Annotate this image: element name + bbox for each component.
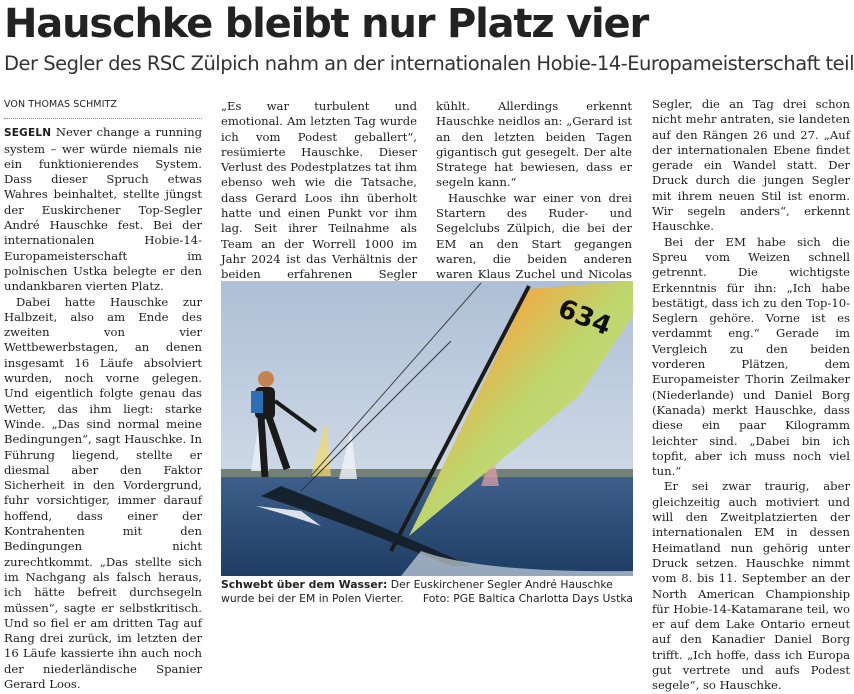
article-column-2 [221,99,417,298]
subheadline: Der Segler des RSC Zülpich nahm an der internationalen Hobie-14-Europameisterschaft teil [4,52,854,75]
headline: Hauschke bleibt nur Platz vier [4,1,648,47]
photo-caption [221,578,633,606]
article-column-1 [4,97,202,692]
paragraph: Er sei zwar traurig, aber gleichzeitig auch motiviert und will den Zweitplatzierten der internationalen EM in dessen Heimatland nun gehörig unter Druck setzen. Hauschke nimmt vom 8. bis 11. September an der North American Championship für Hobie-14-Katamarane teil, wo er auf dem Lake Ontario erneut auf den Kanadier Daniel Borg trifft. „Ich hoffe, dass ich Europa gut vertrete und aufs Podest segele“, so Hauschke. [652,479,850,693]
lead-word: SEGELN [4,127,52,140]
photo-credit: Foto: PGE Baltica Charlotta Days Ustka [422,592,633,605]
article-column-4 [652,97,850,694]
paragraph: Bei der EM habe sich die Spreu vom Weizen schnell getrennt. Die wichtigste Erkenntnis für ihn: „Ich habe bestätigt, dass ich zu den Top-10-Seglern gehöre. Vorne ist es verdammt eng.“ Gerade im Vergleich zu den beiden vorderen Plätzen, dem Europameister Thorin Zeilmaker (Niederlande) und Daniel Borg (Kanada) merkt Hauschke, dass diese ein paar Kilogramm leichter sind. „Dabei bin ich topfit, aber ich muss noch viel tun.“ [652,234,850,479]
sail-number: 634 [553,293,616,342]
paragraph: Dabei hatte Hauschke zur Halbzeit, also am Ende des zweiten von vier Wettbewerbstagen, an denen insgesamt 16 Läufe absolviert wurden, noch vorne gelegen. Und eigentlich folgte genau das Wetter, das ihm liegt: starke Winde. „Das sind normal meine Bedingungen“, sagt Hauschke. In Führung liegend, stellte er diesmal aber den Faktor Sicherheit in den Vordergrund, fuhr vorsichtiger, immer darauf hoffend, dass einer der Kontrahenten mit den Bedingungen nicht zurechtkommt. „Das stellte sich im Nachgang als falsch heraus, ich hätte befreit durchsegeln müssen“, sagte er selbstkritisch. Und so fiel er am dritten Tag auf Rang drei zurück, im letzten der 16 Läufe kassierte ihn auch noch der niederländische Spanier Gerard Loos. [4,294,202,691]
paragraph: kühlt. Allerdings erkennt Hauschke neidlos an: „Gerard ist an den letzten beiden Tagen gigantisch gut gesegelt. Der alte Stratege hat bewiesen, dass er segeln kann.“ [436,99,632,190]
paragraph: Segler, die an Tag drei schon nicht mehr antraten, sie landeten auf den Rängen 26 und 27. „Auf der internationalen Ebene findet gerade ein Wandel statt. Der Druck durch die jungen Segler mit ihrem neuen Stil ist enorm. Wir segeln anders“, erkennt Hauschke. [652,97,850,234]
caption-bold: Schwebt über dem Wasser: [221,578,388,591]
caption-text: Der Euskirchener Segler André Hauschke wurde bei der EM in Polen Vierter. [221,578,613,605]
paragraph: „Es war turbulent und emotional. Am letzten Tag wurde ich vom Podest geballert“, resümierte Hauschke. Dieser Verlust des Podestplatzes tat ihm ebenso weh wie die Tatsache, dass Gerard Loos ihn überholt hatte und einen Punkt vor ihm lag. Seit ihrer Teilnahme als Team an der Worrell 1000 im Jahr 2024 ist das Verhältnis der beiden erfahrenen Segler [221,99,417,282]
sailing-photo [221,281,633,576]
paragraph: Hauschke war einer von drei Startern des Ruder- und Segelclubs Zülpich, die bei der EM an den Start gegangen waren, die beiden anderen waren Klaus Zuchel und Nicolas [436,190,632,282]
paragraph: SEGELN Never change a running system – wer würde niemals nie ein funktionierendes System. Dass dieser Spruch etwas Wahres beinhaltet, stellte jüngst der Euskirchener Top-Segler André Hauschke fest. Bei der internationalen Hobie-14-Europameisterschaft im polnischen Ustka belegte er den undankbaren vierten Platz. [4,125,202,294]
catamaran-illustration [221,281,633,576]
byline: VON THOMAS SCHMITZ [4,97,202,119]
